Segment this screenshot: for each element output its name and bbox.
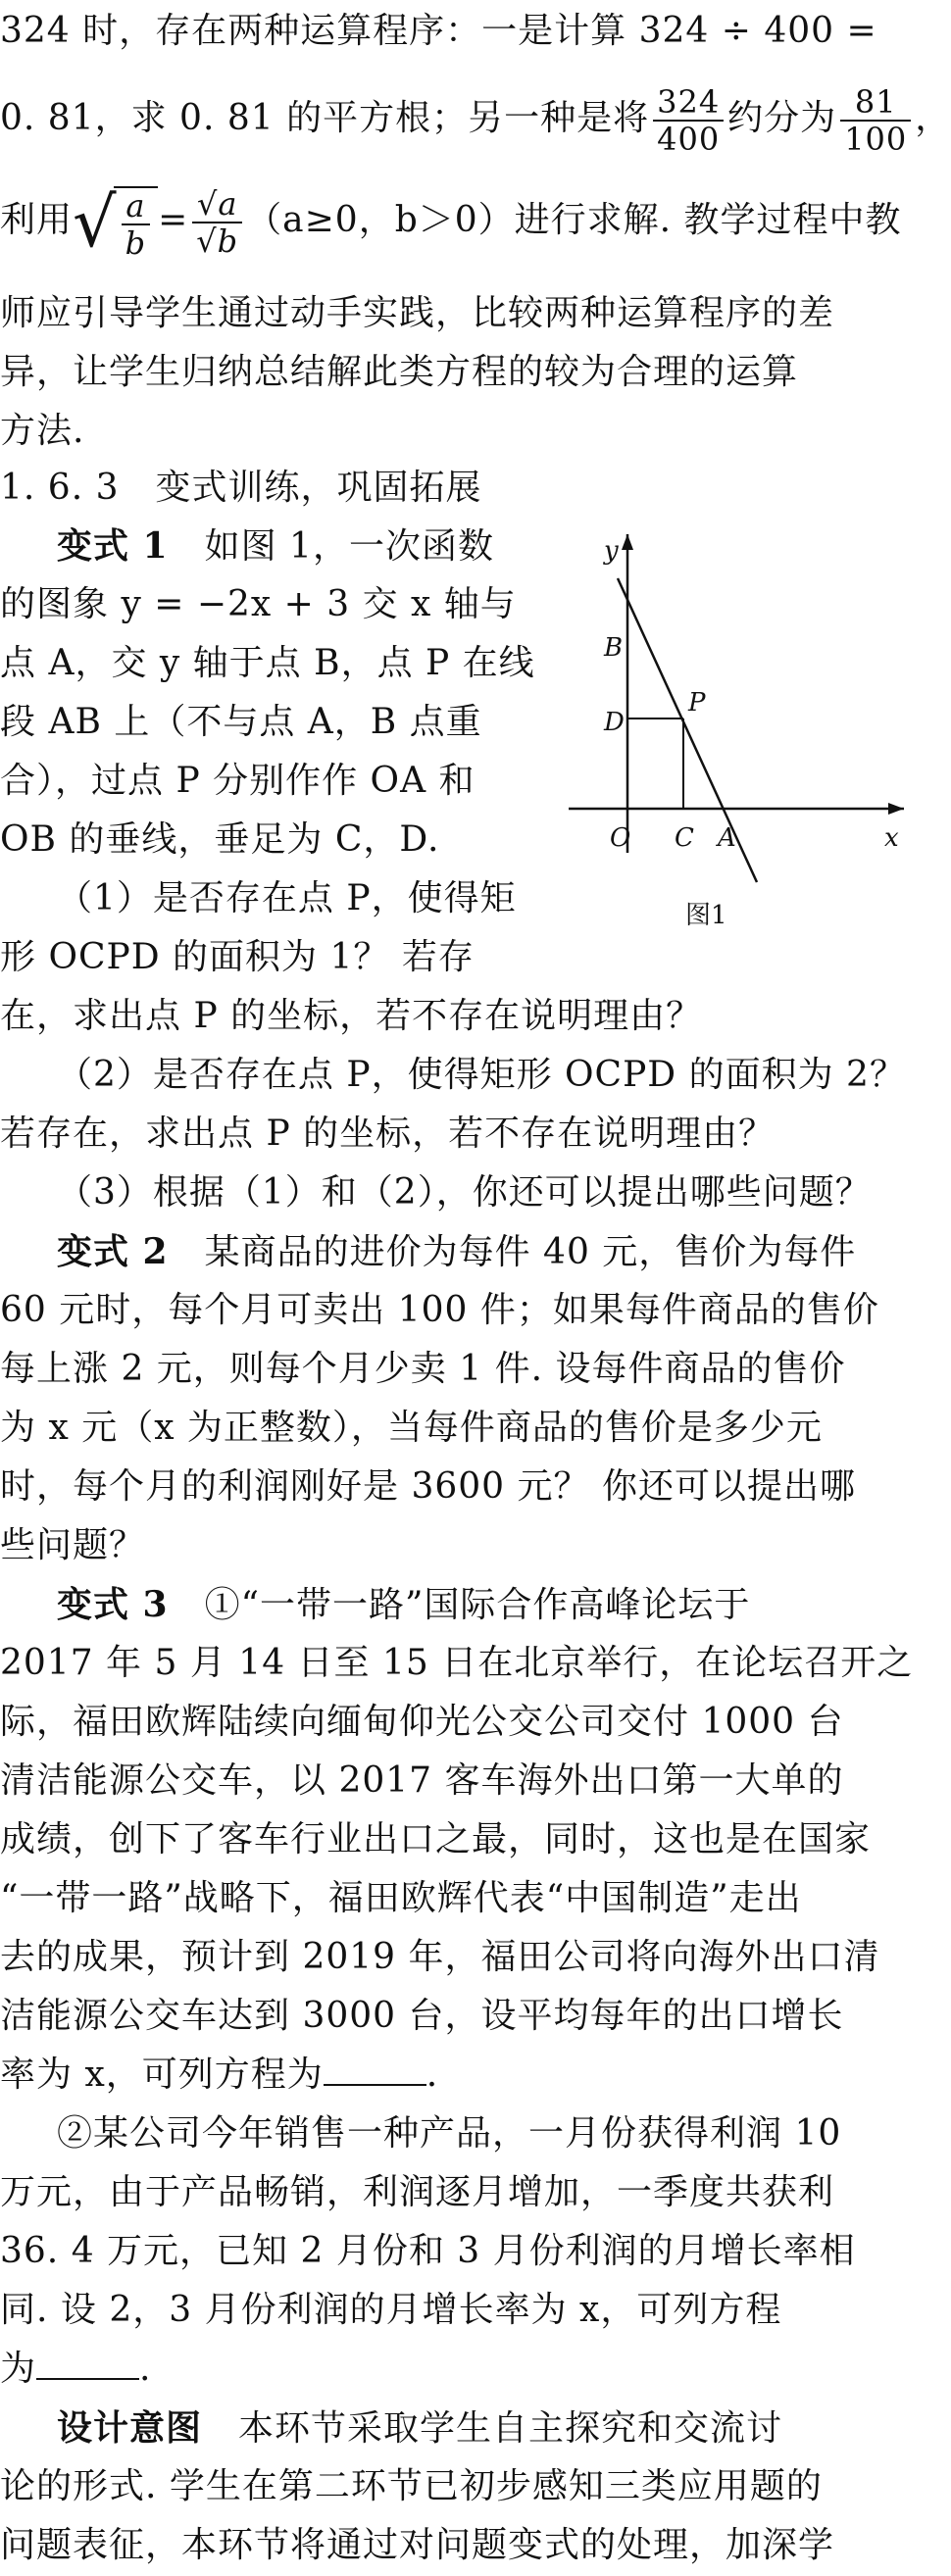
v1-q3: （3）根据（1）和（2），你还可以提出哪些问题？ <box>57 1172 872 1213</box>
label-o: O <box>610 823 631 853</box>
para1-line4: 师应引导学生通过动手实践，比较两种运算程序的差 <box>0 293 835 333</box>
v3-line1-text: ①“一带一路”国际合作高峰论坛于 <box>168 1585 751 1625</box>
fraction-81-100 <box>840 83 911 158</box>
v3-line4: 清洁能源公交车，以 2017 客车海外出口第一大单的 <box>0 1760 844 1801</box>
fraction-denominator: 100 <box>844 121 908 158</box>
label-b: B <box>604 633 624 663</box>
v1-q2-line1: （2）是否存在点 P，使得矩形 OCPD 的面积为 2？ <box>57 1055 906 1095</box>
para1-line6: 方法. <box>0 411 85 451</box>
fraction-sqrta-sqrtb <box>192 185 242 260</box>
v1-line1 <box>57 517 494 575</box>
design-line1 <box>57 2399 782 2457</box>
para1-line3-text-b: （a≥0，b＞0）进行求解. 教学过程中教 <box>246 200 902 240</box>
para1-line2-text-a: 0. 81，求 0. 81 的平方根；另一种是将 <box>0 98 650 138</box>
fraction-denominator: b <box>125 224 147 262</box>
label-y: y <box>604 536 619 566</box>
fraction-a-b <box>122 187 150 262</box>
v3-line5: 成绩，创下了客车行业出口之最，同时，这也是在国家 <box>0 1819 872 1859</box>
x-axis-arrow <box>888 803 904 815</box>
v3-line3: 际，福田欧辉陆续向缅甸仰光公交公司交付 1000 台 <box>0 1702 844 1742</box>
v3-line8: 洁能源公交车达到 3000 台，设平均每年的出口增长 <box>0 1996 844 2036</box>
fraction-denominator: √b <box>196 223 239 260</box>
v3-m-line2: 万元，由于产品畅销，利润逐月增加，一季度共获利 <box>0 2172 835 2212</box>
para1-line2-text-b: 约分为 <box>727 98 837 138</box>
para1-line3 <box>0 182 902 263</box>
v1-line4: 段 AB 上（不与点 A，B 点重 <box>0 702 482 742</box>
v1-line2: 的图象 y = −2x + 3 交 x 轴与 <box>0 584 517 624</box>
v2-line6: 些问题？ <box>0 1525 146 1565</box>
v3-m-line3: 36. 4 万元，已知 2 月份和 3 月份利润的月增长率相 <box>0 2231 856 2271</box>
v2-heading: 变式 2 <box>57 1231 169 1272</box>
fraction-324-400 <box>653 83 724 158</box>
sqrt-fraction <box>73 182 158 263</box>
design-line2: 论的形式. 学生在第二环节已初步感知三类应用题的 <box>0 2466 823 2506</box>
para1-line3-text-a: 利用 <box>0 200 74 240</box>
v2-line1-text: 某商品的进价为每件 40 元，售价为每件 <box>168 1232 857 1272</box>
v1-line5: 合），过点 P 分别作作 OA 和 <box>0 761 476 801</box>
design-heading: 设计意图 <box>57 2407 203 2449</box>
v2-line3: 每上涨 2 元，则每个月少卖 1 件. 设每件商品的售价 <box>0 1349 846 1389</box>
v1-q1-line2: 形 OCPD 的面积为 1？ 若存 <box>0 937 475 977</box>
v1-line6: OB 的垂线，垂足为 C，D. <box>0 819 440 860</box>
label-a: A <box>718 823 736 853</box>
para1-line2-text-c: ， <box>915 98 951 138</box>
label-p: P <box>688 688 706 718</box>
fraction-numerator: 324 <box>653 86 724 122</box>
v2-line2: 60 元时，每个月可卖出 100 件；如果每件商品的售价 <box>0 1290 879 1330</box>
v3-line7: 去的成果，预计到 2019 年，福田公司将向海外出口清 <box>0 1937 880 1977</box>
v1-q1-line3: 在，求出点 P 的坐标，若不存在说明理由？ <box>0 996 703 1036</box>
label-c: C <box>675 823 694 853</box>
figure-1-graph <box>549 534 922 887</box>
v3-line9: 率为 x，可列方程为 . <box>0 2055 439 2095</box>
v3-heading: 变式 3 <box>57 1584 169 1625</box>
design-line3: 问题表征，本环节将通过对问题变式的处理，加深学 <box>0 2525 835 2565</box>
v1-line3: 点 A，交 y 轴于点 B，点 P 在线 <box>0 643 535 683</box>
v3-m-line4: 同. 设 2，3 月份利润的月增长率为 x，可列方程 <box>0 2290 782 2330</box>
para1-line2 <box>0 83 951 158</box>
v1-q2-line2: 若存在，求出点 P 的坐标，若不存在说明理由？ <box>0 1114 776 1154</box>
v3-line2: 2017 年 5 月 14 日至 15 日在北京举行，在论坛召开之 <box>0 1643 914 1683</box>
answer-blank-1 <box>324 2055 426 2086</box>
v3-line6: “一带一路”战略下，福田欧辉代表“中国制造”走出 <box>0 1878 802 1918</box>
fraction-numerator: √a <box>192 188 242 223</box>
v3-m-line5: 为 . <box>0 2349 152 2389</box>
v2-line4: 为 x 元（x 为正整数），当每件商品的售价是多少元 <box>0 1408 823 1448</box>
v1-line1-text: 如图 1，一次函数 <box>168 526 494 567</box>
v2-line5: 时，每个月的利润刚好是 3600 元？ 你还可以提出哪 <box>0 1466 856 1507</box>
v1-heading: 变式 1 <box>57 525 169 567</box>
v2-line1 <box>57 1222 856 1281</box>
v3-line1 <box>57 1575 750 1634</box>
para1-line5: 异，让学生归纳总结解此类方程的较为合理的运算 <box>0 352 799 392</box>
v3-m-line1: ②某公司今年销售一种产品，一月份获得利润 10 <box>57 2113 842 2154</box>
sqrt-symbol: √ <box>73 182 118 263</box>
section-heading: 1. 6. 3 变式训练，巩固拓展 <box>0 468 482 508</box>
y-axis-arrow <box>622 534 633 550</box>
answer-blank-2 <box>36 2349 139 2380</box>
design-line1-text: 本环节采取学生自主探究和交流讨 <box>202 2408 783 2449</box>
fraction-denominator: 400 <box>657 121 721 158</box>
label-x: x <box>884 823 899 853</box>
equals-sign: = <box>158 200 189 240</box>
fraction-numerator: a <box>122 190 150 225</box>
v1-q1-line1: （1）是否存在点 P，使得矩 <box>57 878 517 918</box>
label-d: D <box>604 708 625 737</box>
para1-line1: 324 时，存在两种运算程序：一是计算 324 ÷ 400 = <box>0 11 877 51</box>
figure-caption: 图1 <box>685 901 727 930</box>
fraction-numerator: 81 <box>840 86 911 122</box>
